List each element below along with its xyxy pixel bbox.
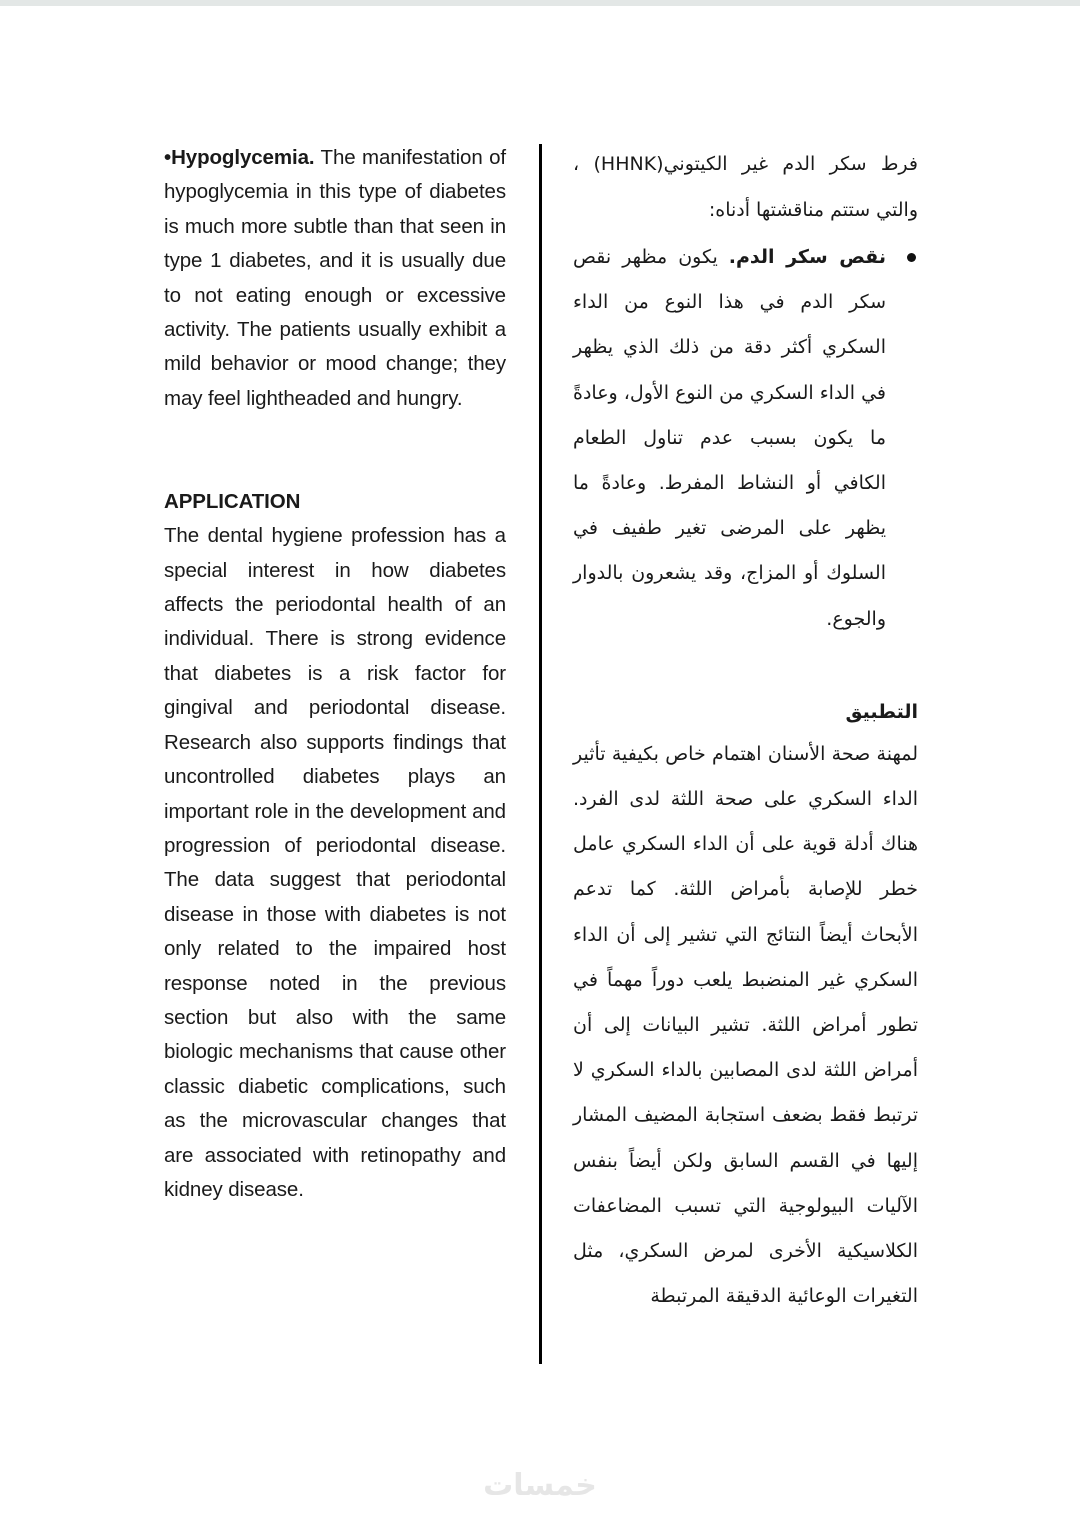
application-body-ar: لمهنة صحة الأسنان اهتمام خاص بكيفية تأثير الداء السكري على صحة اللثة لدى الفرد. هناك أدلة قوية على أن الداء السكري عامل خطر للإصابة بأمراض اللثة. كما تدعم الأبحاث أيضاً النتائج التي تشير إلى أن الداء السكري غير المنضبط يلعب دوراً مهماً في تطور أمراض اللثة. تشير البيانات إلى أن أمراض اللثة لدى المصابين بالداء السكري لا ترتبط فقط بضعف استجابة المضيف المشار إليها في القسم السابق ولكن أيضاً بنفس الآليات البيولوجية التي تسبب المضاعفات الكلاسيكية الأخرى لمرض السكري، مثل التغيرات الوعائية الدقيقة المرتبطة <box>573 742 918 1308</box>
hypoglycemia-paragraph-en <box>164 141 506 416</box>
column-divider <box>539 144 542 1364</box>
application-heading-ar: التطبيق <box>845 700 918 723</box>
hypoglycemia-title-ar: نقص سكر الدم. <box>728 246 886 268</box>
hypoglycemia-body-ar: يكون مظهر نقص سكر الدم في هذا النوع من الداء السكري أكثر دقة من ذلك الذي يظهر في الداء السكري من النوع الأول، وعادةً ما يكون بسبب عدم تناول الطعام الكافي أو النشاط المفرط. وعادةً ما يظهر على المرضى تغير طفيف في السلوك أو المزاج، وقد يشعرون بالدوار والجوع. <box>573 246 886 630</box>
english-column <box>164 141 506 1207</box>
intro-paragraph-ar: فرط سكر الدم غير الكيتوني(HHNK) ، والتي ستتم مناقشتها أدناه: <box>573 153 919 221</box>
watermark-logo: خمسات <box>483 1468 597 1503</box>
application-heading-en: APPLICATION <box>164 490 301 514</box>
hypoglycemia-bullet-ar <box>573 235 918 642</box>
document-page <box>0 6 1080 1525</box>
hypoglycemia-title-en: •Hypoglycemia. <box>164 146 315 169</box>
arabic-column <box>573 141 918 1319</box>
hypoglycemia-body-en: The manifestation of hypoglycemia in this type of diabetes is much more subtle than that seen in type 1 diabetes, and it is usually due to not eating enough or excessive activity. The patients usually exhibit a mild behavior or mood change; they may feel lightheaded and hungry. <box>164 146 506 410</box>
application-body-en: The dental hygiene profession has a special interest in how diabetes affects the periodontal health of an individual. There is strong evidence that diabetes is a risk factor for gingival and periodontal disease. Research also supports findings that uncontrolled diabetes plays an important role in the development and progression of periodontal disease. The data suggest that periodontal disease in those with diabetes is not only related to the impaired host response noted in the previous section but also with the same biologic mechanisms that cause other classic diabetic complications, such as the microvascular changes that are associated with retinopathy and kidney disease. <box>164 524 506 1201</box>
bullet-icon <box>907 253 916 262</box>
hypoglycemia-paragraph-ar <box>573 235 886 642</box>
